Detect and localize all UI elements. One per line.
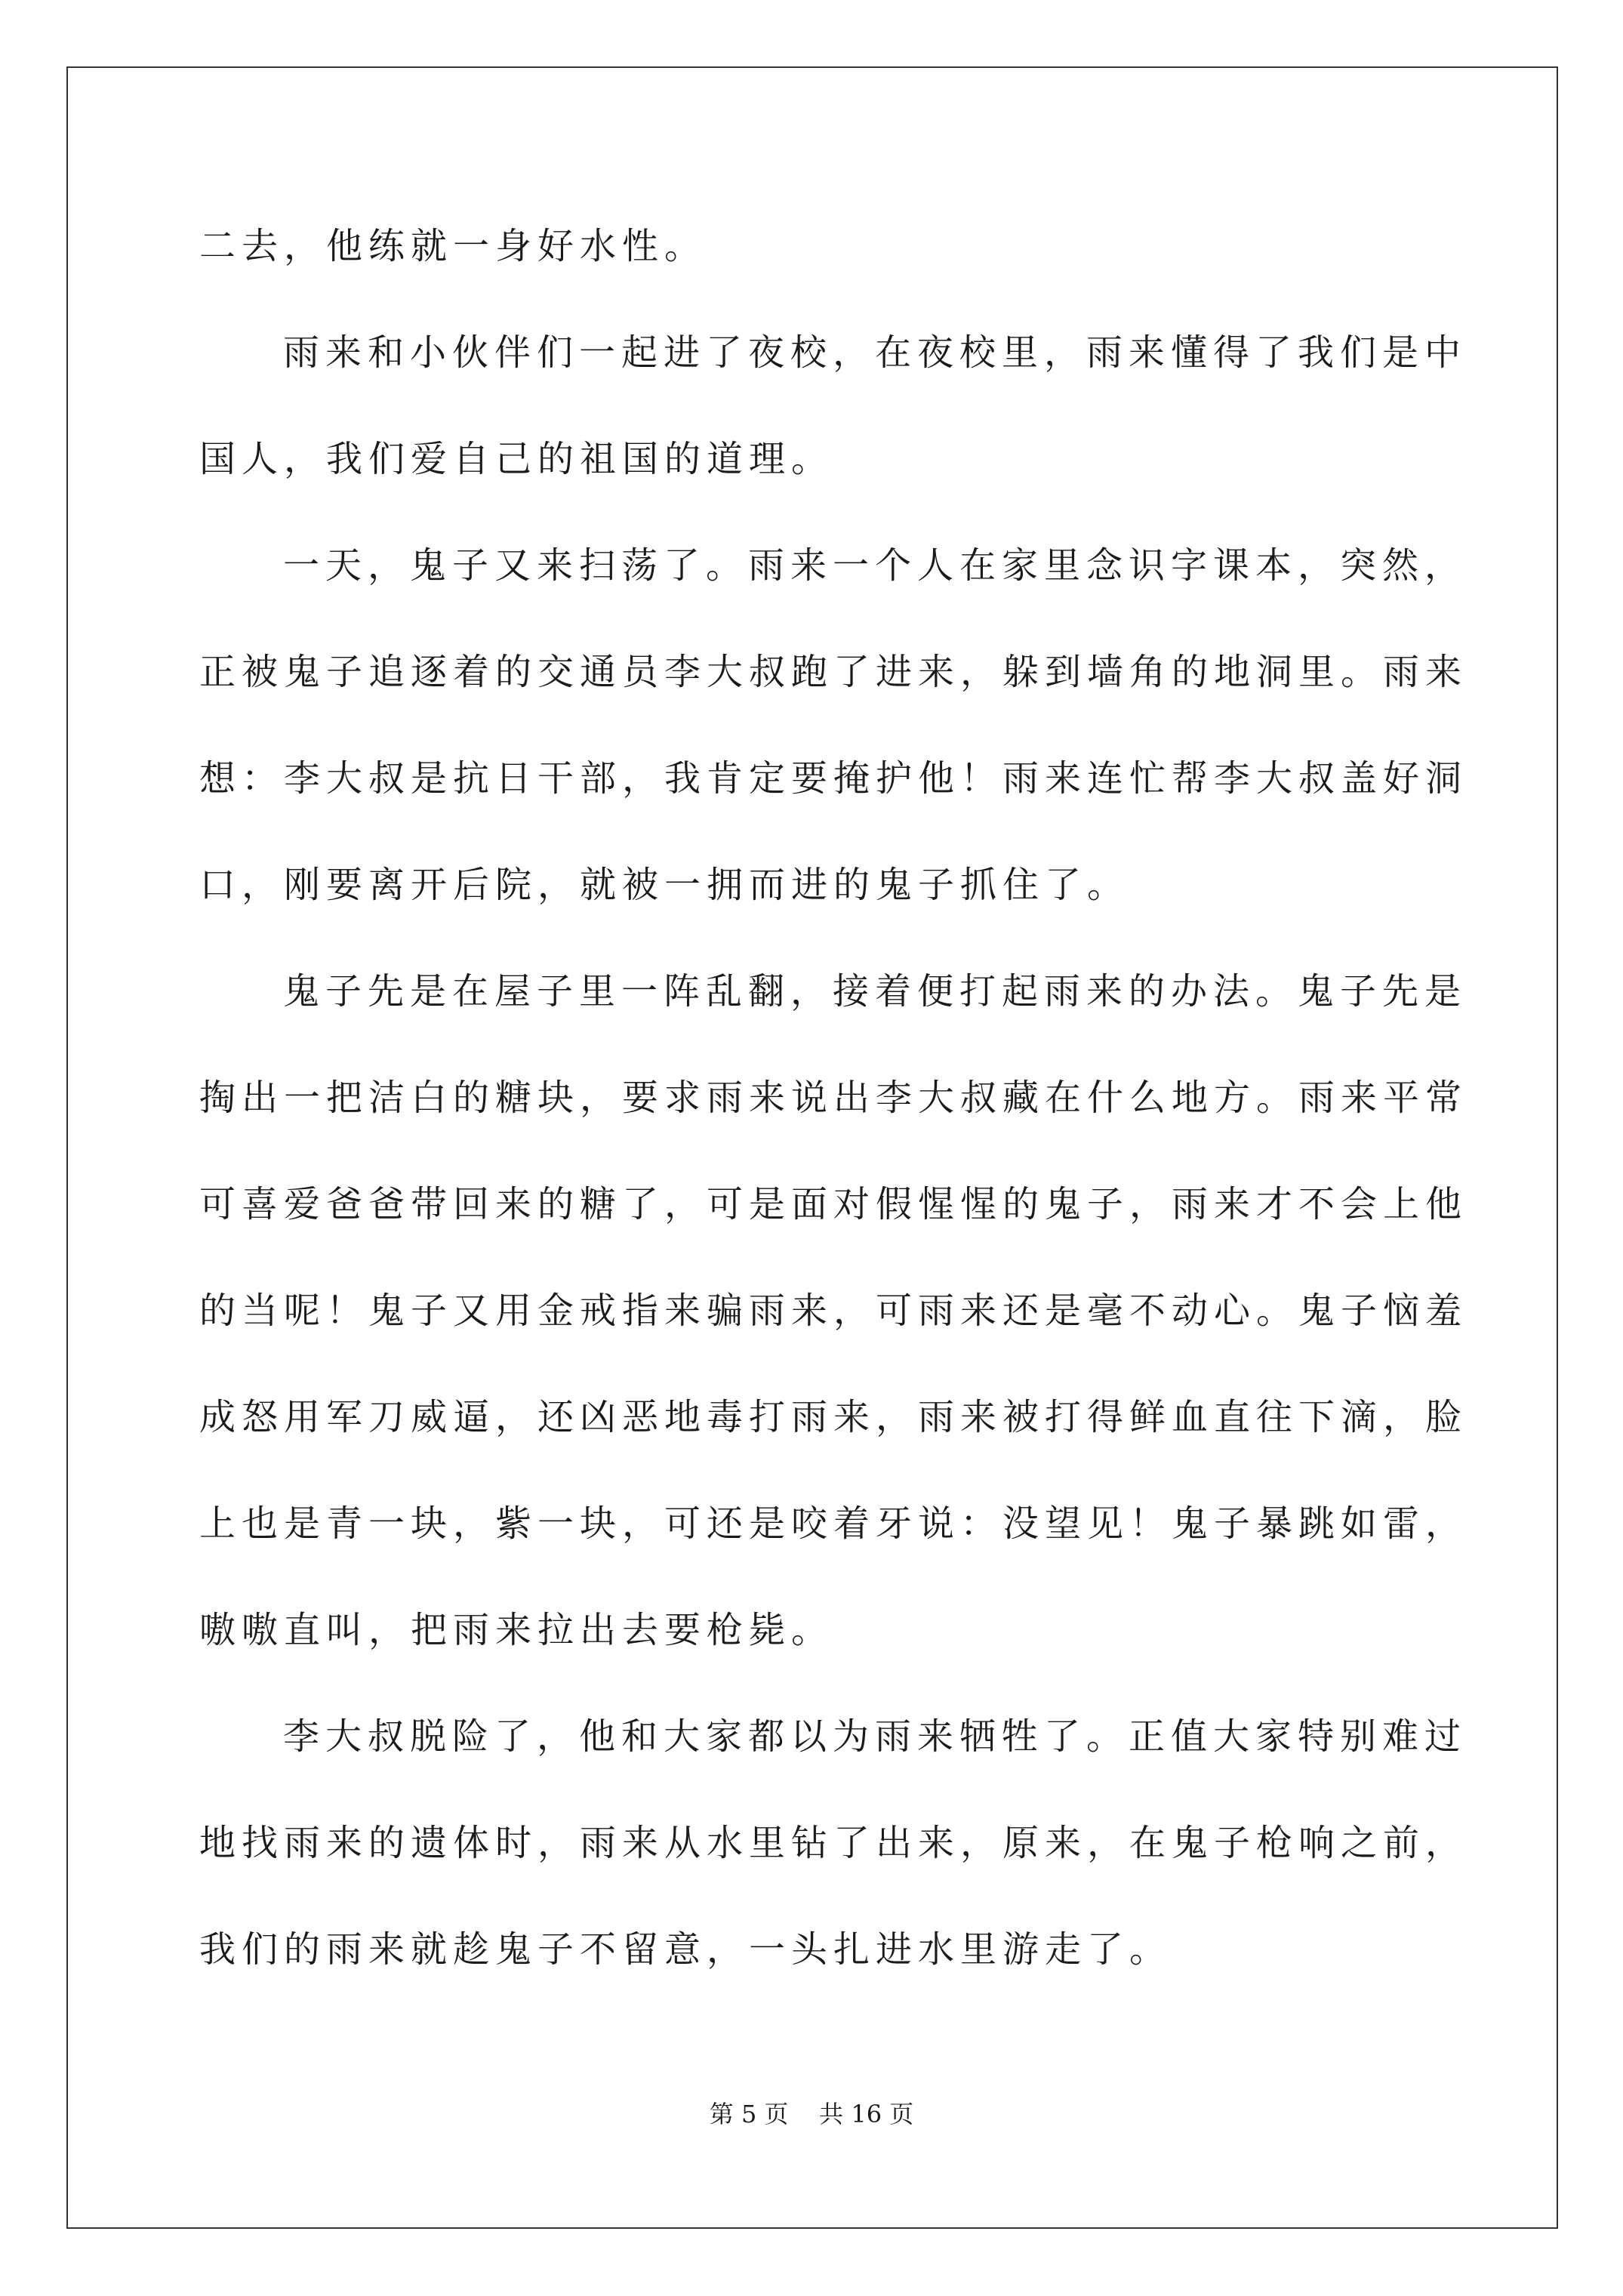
text-line: 可喜爱爸爸带回来的糖了，可是面对假惺惺的鬼子，雨来才不会上他 <box>199 1183 1468 1225</box>
text-line: 上也是青一块，紫一块，可还是咬着牙说：没望见！鬼子暴跳如雷， <box>199 1502 1468 1545</box>
text-line: 一天，鬼子又来扫荡了。雨来一个人在家里念识字课本，突然， <box>283 544 1467 587</box>
text-line: 嗷嗷直叫，把雨来拉出去要枪毙。 <box>199 1609 834 1651</box>
body-text <box>199 193 1468 2003</box>
text-line: 李大叔脱险了，他和大家都以为雨来牺牲了。正值大家特别难过 <box>283 1715 1467 1758</box>
text-line: 国人，我们爱自己的祖国的道理。 <box>199 438 834 480</box>
text-line: 雨来和小伙伴们一起进了夜校，在夜校里，雨来懂得了我们是中 <box>283 331 1467 374</box>
page-number: 第 5 页 共 16 页 <box>709 2100 914 2128</box>
text-line: 口，刚要离开后院，就被一拥而进的鬼子抓住了。 <box>199 864 1130 906</box>
text-line: 想：李大叔是抗日干部，我肯定要掩护他！雨来连忙帮李大叔盖好洞 <box>199 757 1468 800</box>
text-line: 的当呢！鬼子又用金戒指来骗雨来，可雨来还是毫不动心。鬼子恼羞 <box>199 1290 1468 1332</box>
text-line: 我们的雨来就趁鬼子不留意，一头扎进水里游走了。 <box>199 1928 1172 1971</box>
text-line: 二去，他练就一身好水性。 <box>199 225 707 267</box>
text-line: 掏出一把洁白的糖块，要求雨来说出李大叔藏在什么地方。雨来平常 <box>199 1077 1468 1119</box>
text-line: 成怒用军刀威逼，还凶恶地毒打雨来，雨来被打得鲜血直往下滴，脸 <box>199 1396 1468 1438</box>
text-line: 鬼子先是在屋子里一阵乱翻，接着便打起雨来的办法。鬼子先是 <box>283 970 1467 1012</box>
text-line: 正被鬼子追逐着的交通员李大叔跑了进来，躲到墙角的地洞里。雨来 <box>199 651 1468 693</box>
text-line: 地找雨来的遗体时，雨来从水里钻了出来，原来，在鬼子枪响之前， <box>199 1822 1468 1864</box>
